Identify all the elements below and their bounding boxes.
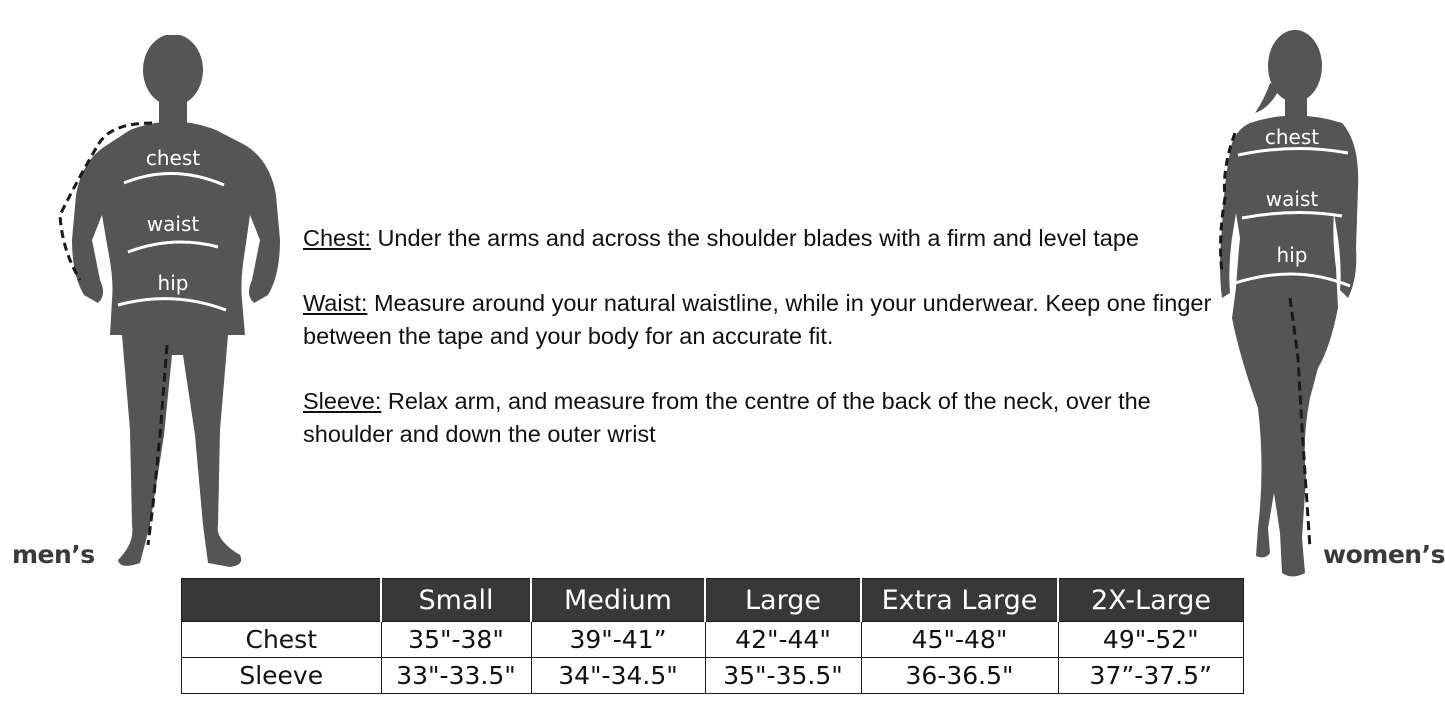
mens-waist-label: waist bbox=[146, 212, 200, 236]
header-2x-large: 2X-Large bbox=[1058, 579, 1244, 622]
mens-silhouette-image bbox=[40, 35, 300, 580]
header-medium: Medium bbox=[531, 579, 705, 622]
chest-description: Under the arms and across the shoulder blades with a firm and level tape bbox=[370, 225, 1139, 251]
womens-chest-label: chest bbox=[1264, 125, 1320, 149]
size-header-row bbox=[182, 579, 1244, 622]
womens-hip-label: hip bbox=[1276, 243, 1308, 267]
mens-label: men’s bbox=[12, 540, 95, 569]
header-large: Large bbox=[705, 579, 861, 622]
womens-label: women’s bbox=[1323, 540, 1445, 569]
chest-row bbox=[182, 622, 1244, 658]
table-cell: 36-36.5" bbox=[861, 658, 1058, 694]
womens-silhouette-image bbox=[1210, 28, 1370, 583]
row-label: Chest bbox=[182, 622, 382, 658]
table-cell: 49"-52" bbox=[1058, 622, 1244, 658]
row-label: Sleeve bbox=[182, 658, 382, 694]
header-small: Small bbox=[381, 579, 531, 622]
waist-term: Waist: bbox=[303, 290, 368, 316]
measurement-instructions bbox=[303, 222, 1233, 483]
sleeve-row bbox=[182, 658, 1244, 694]
womens-figure bbox=[1210, 28, 1370, 583]
chest-instruction bbox=[303, 222, 1233, 255]
waist-instruction bbox=[303, 287, 1233, 353]
womens-waist-label: waist bbox=[1265, 187, 1319, 211]
table-cell: 39"-41” bbox=[531, 622, 705, 658]
mens-chest-label: chest bbox=[145, 146, 201, 170]
waist-description: Measure around your natural waistline, while in your underwear. Keep one finger between the tape and your body for an accurate fit. bbox=[303, 290, 1212, 349]
header-extra-large: Extra Large bbox=[861, 579, 1058, 622]
chest-term: Chest: bbox=[303, 225, 371, 251]
table-cell: 34"-34.5" bbox=[531, 658, 705, 694]
table-cell: 35"-38" bbox=[381, 622, 531, 658]
sleeve-instruction bbox=[303, 385, 1233, 451]
table-cell: 35"-35.5" bbox=[705, 658, 861, 694]
sleeve-description: Relax arm, and measure from the centre of the back of the neck, over the shoulder and down the outer wrist bbox=[303, 388, 1151, 447]
table-cell: 42"-44" bbox=[705, 622, 861, 658]
mens-hip-label: hip bbox=[157, 271, 189, 295]
sleeve-term: Sleeve: bbox=[303, 388, 382, 414]
table-cell: 37”-37.5” bbox=[1058, 658, 1244, 694]
mens-figure bbox=[40, 35, 300, 580]
table-cell: 33"-33.5" bbox=[381, 658, 531, 694]
table-cell: 45"-48" bbox=[861, 622, 1058, 658]
size-chart-table bbox=[181, 578, 1244, 694]
header-corner-cell bbox=[182, 579, 382, 622]
